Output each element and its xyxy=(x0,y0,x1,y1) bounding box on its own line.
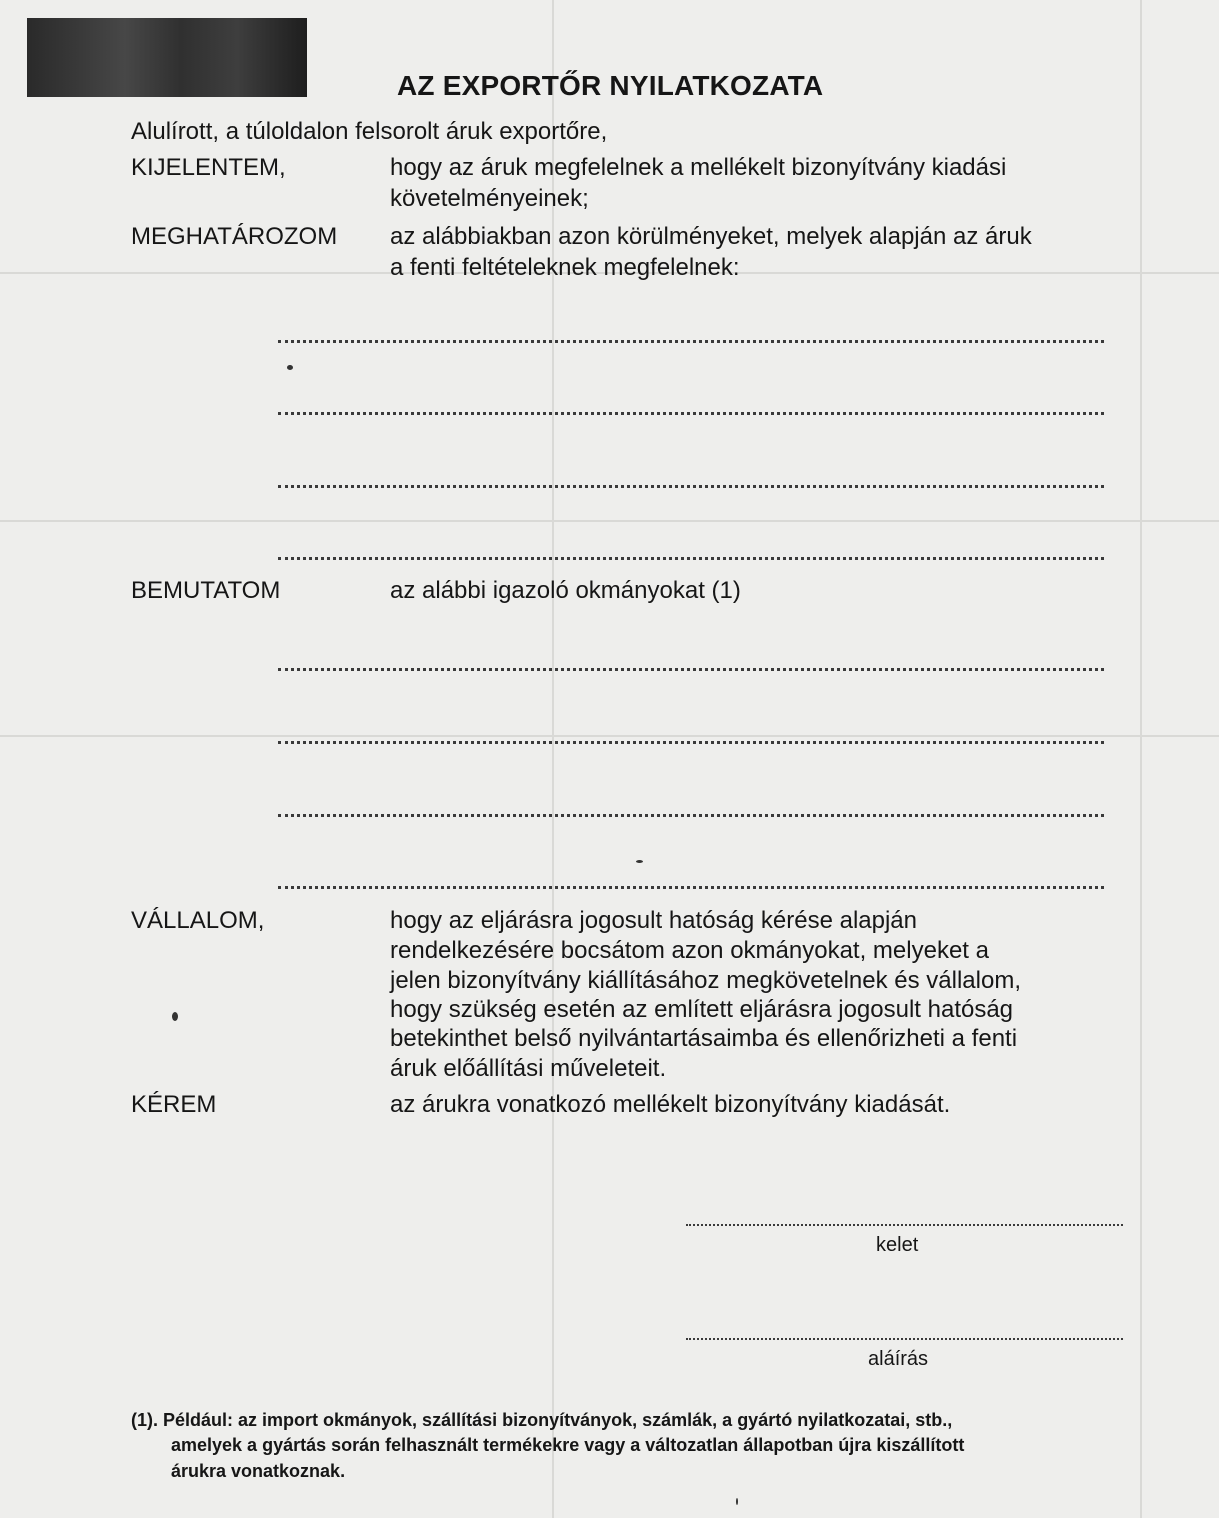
meghatarozom-text-line: az alábbiakban azon körülményeket, melyek alapján az áruk xyxy=(390,223,1032,250)
kijelentem-text-line: követelményeinek; xyxy=(390,185,589,212)
fill-in-line[interactable] xyxy=(278,340,1104,343)
kijelentem-text-line: hogy az áruk megfelelnek a mellékelt bizonyítvány kiadási xyxy=(390,154,1007,181)
fill-in-line[interactable] xyxy=(278,412,1104,415)
vallalom-text-line: hogy az eljárásra jogosult hatóság kérése alapján xyxy=(390,907,918,934)
fill-in-line[interactable] xyxy=(278,886,1104,889)
vallalom-text-line: betekinthet belső nyilvántartásaimba és ellenőrizheti a fenti xyxy=(390,1025,1018,1052)
redacted-block xyxy=(27,18,307,97)
document-title: AZ EXPORTŐR NYILATKOZATA xyxy=(397,70,824,101)
background-rule xyxy=(1140,0,1142,1518)
vallalom-text-line: áruk előállítási műveleteit. xyxy=(390,1055,667,1082)
fill-in-line[interactable] xyxy=(278,485,1104,488)
vallalom-text-line: rendelkezésére bocsátom azon okmányokat, melyeket a xyxy=(390,937,989,964)
vallalom-text-line: jelen bizonyítvány kiállításához megkövetelnek és vállalom, xyxy=(390,967,1021,994)
scan-speck xyxy=(636,860,643,863)
vallalom-text-line: hogy szükség esetén az említett eljárásra jogosult hatóság xyxy=(390,996,1014,1023)
footnote-line: árukra vonatkoznak. xyxy=(171,1461,346,1481)
bemutatom-text: az alábbi igazoló okmányokat (1) xyxy=(390,577,741,604)
vallalom-label: VÁLLALOM, xyxy=(131,907,265,934)
place-date-line[interactable] xyxy=(686,1224,1123,1226)
kerem-label: KÉREM xyxy=(131,1091,217,1118)
fill-in-line[interactable] xyxy=(278,741,1104,744)
kerem-text: az árukra vonatkozó mellékelt bizonyítvány kiadását. xyxy=(390,1091,951,1118)
place-date-label: kelet xyxy=(876,1234,919,1256)
scan-speck xyxy=(287,365,293,370)
scan-speck xyxy=(172,1012,178,1021)
background-rule xyxy=(0,735,1219,737)
intro-text: Alulírott, a túloldalon felsorolt áruk exportőre, xyxy=(131,118,608,145)
footnote-line: amelyek a gyártás során felhasznált termékekre vagy a változatlan állapotban újra kiszállított xyxy=(171,1435,965,1455)
fill-in-line[interactable] xyxy=(278,668,1104,671)
kijelentem-label: KIJELENTEM, xyxy=(131,154,286,181)
scan-speck xyxy=(736,1498,738,1505)
background-rule xyxy=(0,520,1219,522)
fill-in-line[interactable] xyxy=(278,557,1104,560)
meghatarozom-text-line: a fenti feltételeknek megfelelnek: xyxy=(390,254,740,281)
fill-in-line[interactable] xyxy=(278,814,1104,817)
meghatarozom-label: MEGHATÁROZOM xyxy=(131,223,338,250)
signature-label: aláírás xyxy=(868,1348,929,1370)
signature-line[interactable] xyxy=(686,1338,1123,1340)
footnote-line: (1). Például: az import okmányok, szállítási bizonyítványok, számlák, a gyártó nyilatkozatai, stb., xyxy=(131,1410,953,1430)
bemutatom-label: BEMUTATOM xyxy=(131,577,281,604)
